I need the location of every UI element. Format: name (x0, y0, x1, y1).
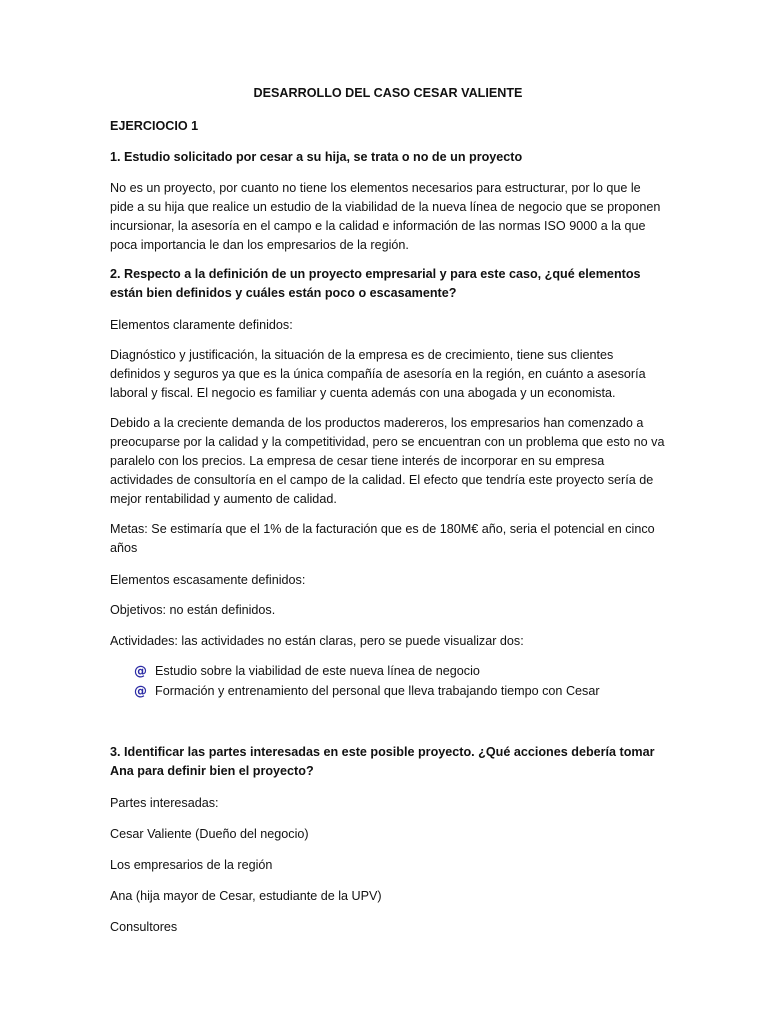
document-title: DESARROLLO DEL CASO CESAR VALIENTE (253, 86, 523, 100)
objectives-paragraph: Objetivos: no están definidos. (110, 603, 276, 617)
stakeholder-item: Ana (hija mayor de Cesar, estudiante de la UPV) (110, 889, 382, 903)
at-sign-bullet-icon: @ (134, 684, 147, 699)
stakeholder-item: Los empresarios de la región (110, 858, 273, 872)
list-item-text: Estudio sobre la viabilidad de este nueva línea de negocio (155, 664, 480, 678)
exercise-heading: EJERCIOCIO 1 (110, 119, 199, 133)
at-sign-bullet-icon: @ (134, 664, 147, 679)
stakeholders-label: Partes interesadas: (110, 796, 219, 810)
goals-paragraph: Metas: Se estimaría que el 1% de la facturación que es de 180M€ año, seria el potencial en cinco años (110, 522, 655, 555)
question-1-answer: No es un proyecto, por cuanto no tiene los elementos necesarios para estructurar, por lo que le pide a su hija que realice un estudio de la viabilidad de la nueva línea de negocio que se proponen incursionar, la asesoría en el campo e la calidad e información de las normas ISO 9000 a la que poca importancia le dan los empresarios de la región. (110, 181, 661, 252)
question-1-heading: 1. Estudio solicitado por cesar a su hija, se trata o no de un proyecto (110, 150, 523, 164)
defined-elements-heading: Elementos claramente definidos: (110, 318, 293, 332)
question-2-heading: 2. Respecto a la definición de un proyecto empresarial y para este caso, ¿qué elementos están bien definidos y cuáles están poco o escasamente? (110, 267, 641, 300)
activities-paragraph: Actividades: las actividades no están claras, pero se puede visualizar dos: (110, 634, 524, 648)
stakeholder-item: Cesar Valiente (Dueño del negocio) (110, 827, 309, 841)
activities-list (132, 662, 672, 702)
diagnosis-paragraph: Diagnóstico y justificación, la situación de la empresa es de crecimiento, tiene sus clientes definidos y seguros ya que es la única compañía de asesoría en la región, en cuánto a asesoría laboral y fiscal. El negocio es familiar y cuenta además con una abogada y un economista. (110, 348, 646, 400)
list-item (132, 682, 672, 702)
list-item (132, 662, 672, 682)
demand-paragraph: Debido a la creciente demanda de los productos madereros, los empresarios han comenzado a preocuparse por la calidad y la competitividad, pero se encuentran con un problema que esto no va paralelo con los precios. La empresa de cesar tiene interés de incorporar en su empresa actividades de consultoría en el campo de la calidad. El efecto que tendría este proyecto sería de mejor rentabilidad y aumento de calidad. (110, 416, 665, 506)
list-item-text: Formación y entrenamiento del personal que lleva trabajando tiempo con Cesar (155, 684, 600, 698)
question-3-heading: 3. Identificar las partes interesadas en este posible proyecto. ¿Qué acciones debería tomar Ana para definir bien el proyecto? (110, 745, 655, 778)
scarce-elements-heading: Elementos escasamente definidos: (110, 573, 306, 587)
stakeholder-item: Consultores (110, 920, 178, 934)
